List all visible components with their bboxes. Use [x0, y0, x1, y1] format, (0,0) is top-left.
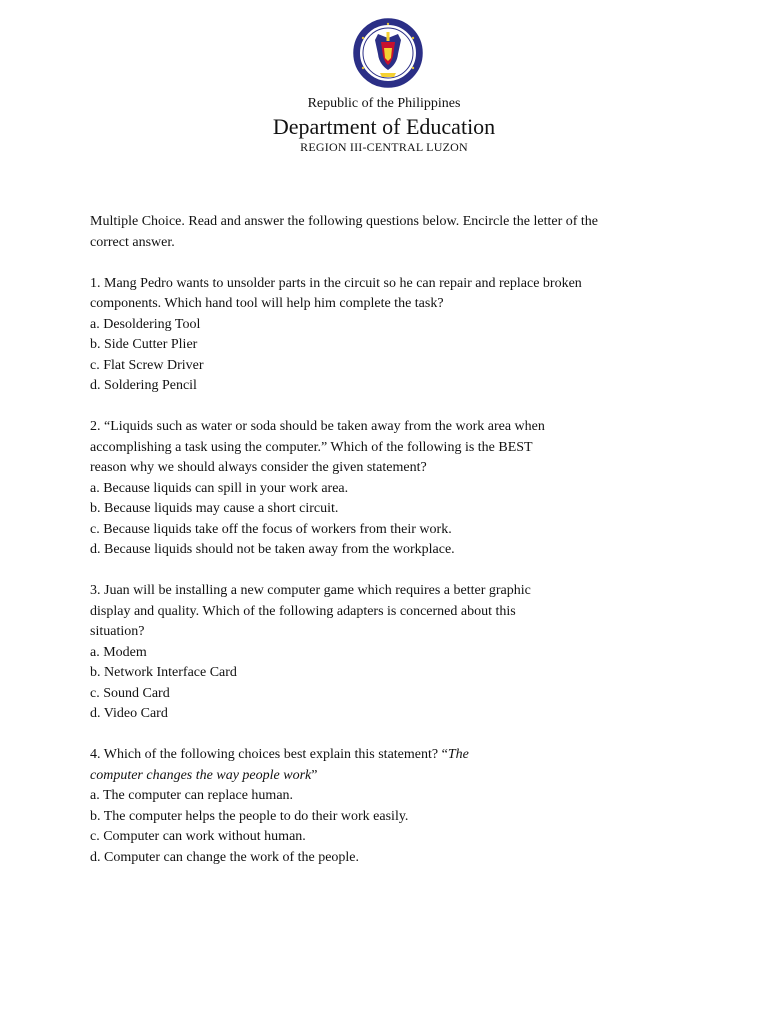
choice-d[interactable]: d. Soldering Pencil — [90, 378, 197, 393]
choice-d[interactable]: d. Because liquids should not be taken away from the workplace. — [90, 542, 455, 557]
department-title: Department of Education — [272, 114, 496, 139]
question-text — [90, 766, 650, 787]
quiz-body — [90, 212, 650, 868]
question-text: reason why we should always consider the given statement? — [90, 460, 427, 475]
closing-quote: ” — [311, 767, 318, 783]
question-4 — [90, 745, 650, 868]
choice-c[interactable]: c. Flat Screw Driver — [90, 357, 204, 373]
choice-b[interactable]: b. Because liquids may cause a short circuit. — [90, 501, 339, 516]
question-text: accomplishing a task using the computer.” Which of the following is the BEST — [90, 439, 533, 455]
question-text: components. Which hand tool will help him complete the task? — [90, 296, 444, 311]
question-text: 1. Mang Pedro wants to unsolder parts in the circuit so he can repair and replace broken — [90, 275, 582, 291]
quoted-statement-italic: The — [447, 747, 469, 762]
choice-d[interactable]: d. Computer can change the work of the people. — [90, 849, 360, 865]
question-text-prefix: 4. Which of the following choices best explain this statement? “ — [90, 747, 448, 762]
question-1 — [90, 274, 650, 397]
choice-b[interactable]: b. Side Cutter Plier — [90, 337, 198, 352]
choice-c[interactable]: c. Sound Card — [90, 685, 170, 701]
choice-b[interactable]: b. The computer helps the people to do their work easily. — [90, 808, 409, 824]
instructions — [90, 212, 650, 253]
instructions-line: Multiple Choice. Read and answer the following questions below. Encircle the letter of the — [90, 214, 599, 229]
question-text — [90, 745, 650, 766]
question-text: situation? — [90, 624, 145, 639]
deped-seal-logo — [353, 18, 423, 88]
instructions-line: correct answer. — [90, 234, 175, 250]
choice-a[interactable]: a. Because liquids can spill in your work area. — [90, 480, 349, 496]
question-text: 2. “Liquids such as water or soda should be taken away from the work area when — [90, 419, 545, 434]
republic-heading: Republic of the Philippines — [307, 96, 461, 111]
choice-a[interactable]: a. The computer can replace human. — [90, 788, 294, 803]
question-text: display and quality. Which of the following adapters is concerned about this — [90, 603, 516, 619]
quoted-statement-italic: computer changes the way people work — [90, 767, 312, 783]
choice-a[interactable]: a. Desoldering Tool — [90, 316, 201, 332]
region-subtitle: REGION III-CENTRAL LUZON — [300, 140, 468, 154]
choice-d[interactable]: d. Video Card — [90, 706, 168, 721]
choice-c[interactable]: c. Computer can work without human. — [90, 829, 306, 844]
question-2 — [90, 417, 650, 561]
choice-b[interactable]: b. Network Interface Card — [90, 665, 237, 680]
choice-a[interactable]: a. Modem — [90, 644, 147, 660]
choice-c[interactable]: c. Because liquids take off the focus of workers from their work. — [90, 521, 452, 537]
question-3 — [90, 581, 650, 725]
question-text: 3. Juan will be installing a new computer game which requires a better graphic — [90, 583, 531, 598]
